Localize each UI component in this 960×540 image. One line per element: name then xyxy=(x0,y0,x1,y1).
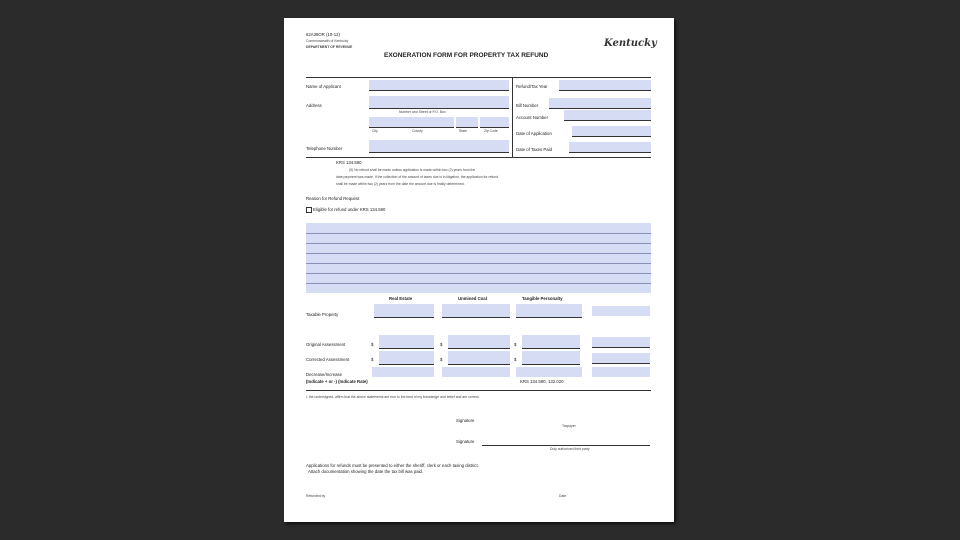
corrected-tangible-field[interactable] xyxy=(522,351,580,365)
footer-note-line2: Attach documentation showing the date the tax bill was paid. xyxy=(308,469,424,474)
reason-label: Reason for Refund Request xyxy=(306,196,360,201)
bill-number-label: Bill Number xyxy=(516,103,539,108)
taxable-real-estate-field[interactable] xyxy=(374,304,434,318)
currency-symbol: $ xyxy=(371,357,374,362)
address-street-field[interactable] xyxy=(369,96,509,109)
divider xyxy=(306,157,651,158)
account-number-field[interactable] xyxy=(564,110,651,121)
col-real-estate: Real Estate xyxy=(389,296,413,301)
krs-text-line1: (5) No refund shall be made unless application is made within two (2) years from the xyxy=(349,168,476,172)
signature-line[interactable] xyxy=(482,445,650,446)
corrected-unmined-coal-field[interactable] xyxy=(448,351,510,365)
agency-line1: Commonwealth of Kentucky xyxy=(306,39,349,43)
account-number-label: Account Number xyxy=(516,115,549,120)
signature-sub-caption: Duly authorized third party xyxy=(550,447,590,451)
form-page xyxy=(284,18,674,522)
bill-number-field[interactable] xyxy=(549,98,651,109)
taxable-extra-field[interactable] xyxy=(592,306,650,316)
original-extra-field[interactable] xyxy=(592,337,650,348)
zip-caption: Zip Code xyxy=(484,129,498,133)
kentucky-logo: Kentucky xyxy=(604,38,657,49)
decrease-unmined-coal-field[interactable] xyxy=(442,367,510,377)
refunded-by-label: Refunded by xyxy=(306,494,326,498)
date-taxes-paid-label: Date of Taxes Paid xyxy=(516,147,552,152)
krs-text-line3: shall be made within two (2) years from the date the amount due is finally determined. xyxy=(336,182,465,186)
applicant-name-field[interactable] xyxy=(369,80,509,91)
currency-symbol: $ xyxy=(440,357,443,362)
eligible-checkbox-label: Eligible for refund under KRS 134.590 xyxy=(313,207,386,212)
currency-symbol: $ xyxy=(371,342,374,347)
form-title: EXONERATION FORM FOR PROPERTY TAX REFUND xyxy=(384,52,549,59)
krs-reference: KRS 134.590, 132.020 xyxy=(520,379,564,384)
date-application-label: Date of Application xyxy=(516,131,552,136)
decrease-real-estate-field[interactable] xyxy=(372,367,434,377)
row-decrease-sublabel: (Indicate + or -) (Indicate Rate) xyxy=(306,379,368,384)
row-taxable-label: Taxable Property xyxy=(306,312,339,317)
original-unmined-coal-field[interactable] xyxy=(448,335,510,349)
county-caption: County xyxy=(412,129,423,133)
refund-year-field[interactable] xyxy=(559,80,651,91)
corrected-real-estate-field[interactable] xyxy=(379,351,434,365)
taxable-unmined-coal-field[interactable] xyxy=(442,304,510,318)
signature-label: Signature xyxy=(456,439,475,444)
eligible-checkbox[interactable] xyxy=(306,207,312,213)
footer-note-line1: Applications for refunds must be presented to either the sheriff, clerk or each taxing district. xyxy=(306,463,479,468)
col-unmined-coal: Unmined Coal xyxy=(458,296,487,301)
applicant-name-label: Name of Applicant xyxy=(306,84,341,89)
telephone-label: Telephone Number xyxy=(306,146,343,151)
signature-heading: Signature xyxy=(456,418,475,423)
krs-text-line2: date payment was made. If the collection of the amount of taxes due is in litigation, the application for refund xyxy=(336,175,499,179)
affirmation-text: I, the undersigned, affirm that the above statements are true to the best of my knowledge and belief and are correct. xyxy=(306,395,480,399)
decrease-tangible-field[interactable] xyxy=(516,367,582,377)
currency-symbol: $ xyxy=(440,342,443,347)
decrease-extra-field[interactable] xyxy=(592,367,650,377)
currency-symbol: $ xyxy=(514,342,517,347)
currency-symbol: $ xyxy=(514,357,517,362)
divider-vertical xyxy=(512,77,513,157)
row-original-label: Original Assessment xyxy=(306,342,346,347)
address-city-field[interactable] xyxy=(369,117,454,128)
divider xyxy=(306,390,651,391)
krs-heading: KRS 134.590 xyxy=(336,160,362,165)
corrected-extra-field[interactable] xyxy=(592,353,650,364)
col-tangible: Tangible Personalty xyxy=(522,296,563,301)
original-real-estate-field[interactable] xyxy=(379,335,434,349)
reason-textarea[interactable] xyxy=(306,223,651,293)
date-application-field[interactable] xyxy=(572,126,651,137)
taxpayer-caption: Taxpayer xyxy=(562,424,576,428)
telephone-field[interactable] xyxy=(369,140,509,153)
address-state-field[interactable] xyxy=(456,117,478,128)
agency-line2: DEPARTMENT OF REVENUE xyxy=(306,45,353,49)
row-corrected-label: Corrected Assessment xyxy=(306,357,350,362)
original-tangible-field[interactable] xyxy=(522,335,580,349)
state-caption: State xyxy=(459,129,467,133)
refund-year-label: Refund/Tax Year xyxy=(516,84,548,89)
date-label: Date xyxy=(559,494,567,498)
address-street-caption: Number and Street or P.O. Box xyxy=(399,110,446,114)
form-code: 62A38OR (10-12) xyxy=(306,32,340,37)
date-taxes-paid-field[interactable] xyxy=(569,142,651,153)
taxable-tangible-field[interactable] xyxy=(516,304,582,318)
address-label: Address xyxy=(306,103,322,108)
row-decrease-label: Decrease/Increase xyxy=(306,372,343,377)
divider xyxy=(306,77,651,78)
city-caption: City xyxy=(372,129,378,133)
address-zip-field[interactable] xyxy=(480,117,509,128)
